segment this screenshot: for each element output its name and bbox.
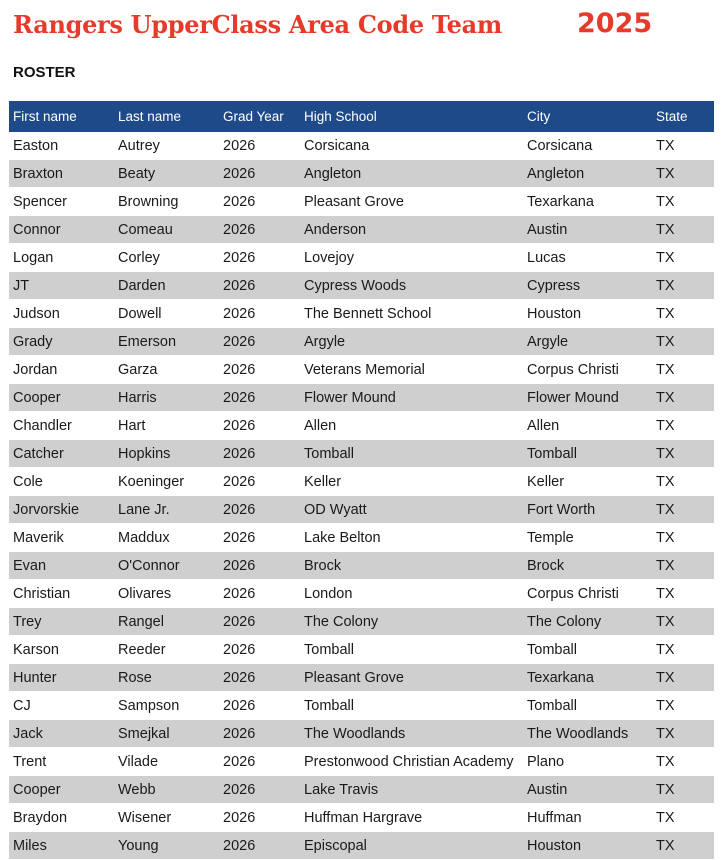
grad-year-cell: 2026 [219,496,300,524]
state-cell: TX [652,692,714,720]
column-header-city: City [523,101,652,132]
table-row [9,132,714,160]
table-row [9,384,714,412]
state-cell: TX [652,328,714,356]
page-year: 2025 [577,8,653,39]
first-name-cell: Trent [9,748,114,776]
first-name-cell: Chandler [9,412,114,440]
first-name-cell: Cooper [9,384,114,412]
table-row [9,748,714,776]
grad-year-cell: 2026 [219,524,300,552]
grad-year-cell: 2026 [219,440,300,468]
state-cell: TX [652,580,714,608]
first-name-cell: Catcher [9,440,114,468]
last-name-cell: Koeninger [114,468,219,496]
grad-year-cell: 2026 [219,356,300,384]
high-school-cell: Tomball [300,440,523,468]
table-row [9,720,714,748]
first-name-cell: Braydon [9,804,114,832]
city-cell: Tomball [523,692,652,720]
first-name-cell: Evan [9,552,114,580]
last-name-cell: O'Connor [114,552,219,580]
state-cell: TX [652,188,714,216]
title-bar [13,10,713,46]
table-row [9,328,714,356]
first-name-cell: Cole [9,468,114,496]
first-name-cell: Miles [9,832,114,860]
table-row [9,160,714,188]
last-name-cell: Sampson [114,692,219,720]
last-name-cell: Hopkins [114,440,219,468]
city-cell: Houston [523,832,652,860]
grad-year-cell: 2026 [219,384,300,412]
high-school-cell: Angleton [300,160,523,188]
high-school-cell: Corsicana [300,132,523,160]
first-name-cell: Spencer [9,188,114,216]
last-name-cell: Smejkal [114,720,219,748]
state-cell: TX [652,244,714,272]
last-name-cell: Young [114,832,219,860]
grad-year-cell: 2026 [219,664,300,692]
high-school-cell: The Woodlands [300,720,523,748]
table-row [9,216,714,244]
grad-year-cell: 2026 [219,160,300,188]
city-cell: Tomball [523,440,652,468]
high-school-cell: OD Wyatt [300,496,523,524]
last-name-cell: Olivares [114,580,219,608]
first-name-cell: Easton [9,132,114,160]
high-school-cell: Keller [300,468,523,496]
state-cell: TX [652,524,714,552]
first-name-cell: Jack [9,720,114,748]
high-school-cell: The Bennett School [300,300,523,328]
grad-year-cell: 2026 [219,188,300,216]
grad-year-cell: 2026 [219,636,300,664]
high-school-cell: Tomball [300,692,523,720]
state-cell: TX [652,720,714,748]
column-header-high-school: High School [300,101,523,132]
state-cell: TX [652,216,714,244]
state-cell: TX [652,776,714,804]
last-name-cell: Garza [114,356,219,384]
state-cell: TX [652,356,714,384]
high-school-cell: Lake Belton [300,524,523,552]
table-row [9,468,714,496]
column-header-grad-year: Grad Year [219,101,300,132]
table-row [9,188,714,216]
table-row [9,664,714,692]
city-cell: Argyle [523,328,652,356]
state-cell: TX [652,468,714,496]
city-cell: Lucas [523,244,652,272]
city-cell: Texarkana [523,664,652,692]
last-name-cell: Rangel [114,608,219,636]
last-name-cell: Autrey [114,132,219,160]
last-name-cell: Vilade [114,748,219,776]
state-cell: TX [652,132,714,160]
high-school-cell: Pleasant Grove [300,664,523,692]
state-cell: TX [652,608,714,636]
table-row [9,832,714,860]
city-cell: Keller [523,468,652,496]
roster-body [9,132,714,860]
first-name-cell: Jordan [9,356,114,384]
column-header-first-name: First name [9,101,114,132]
grad-year-cell: 2026 [219,748,300,776]
high-school-cell: Tomball [300,636,523,664]
high-school-cell: London [300,580,523,608]
first-name-cell: Christian [9,580,114,608]
last-name-cell: Browning [114,188,219,216]
table-row [9,804,714,832]
high-school-cell: Brock [300,552,523,580]
city-cell: Temple [523,524,652,552]
state-cell: TX [652,384,714,412]
grad-year-cell: 2026 [219,244,300,272]
state-cell: TX [652,664,714,692]
city-cell: Tomball [523,636,652,664]
last-name-cell: Lane Jr. [114,496,219,524]
grad-year-cell: 2026 [219,552,300,580]
grad-year-cell: 2026 [219,132,300,160]
state-cell: TX [652,440,714,468]
table-row [9,580,714,608]
grad-year-cell: 2026 [219,328,300,356]
city-cell: Texarkana [523,188,652,216]
state-cell: TX [652,636,714,664]
state-cell: TX [652,804,714,832]
table-row [9,440,714,468]
last-name-cell: Reeder [114,636,219,664]
table-row [9,272,714,300]
last-name-cell: Harris [114,384,219,412]
state-cell: TX [652,412,714,440]
table-row [9,412,714,440]
table-row [9,608,714,636]
grad-year-cell: 2026 [219,832,300,860]
last-name-cell: Comeau [114,216,219,244]
table-header-row [9,101,714,132]
city-cell: Corpus Christi [523,580,652,608]
table-row [9,552,714,580]
state-cell: TX [652,272,714,300]
city-cell: Allen [523,412,652,440]
city-cell: Huffman [523,804,652,832]
last-name-cell: Rose [114,664,219,692]
high-school-cell: Allen [300,412,523,440]
grad-year-cell: 2026 [219,300,300,328]
first-name-cell: Trey [9,608,114,636]
state-cell: TX [652,300,714,328]
roster-table [9,101,714,860]
state-cell: TX [652,748,714,776]
grad-year-cell: 2026 [219,776,300,804]
table-row [9,496,714,524]
last-name-cell: Corley [114,244,219,272]
high-school-cell: Prestonwood Christian Academy [300,748,523,776]
table-row [9,636,714,664]
column-header-last-name: Last name [114,101,219,132]
table-row [9,356,714,384]
state-cell: TX [652,496,714,524]
city-cell: Austin [523,776,652,804]
page-title: Rangers UpperClass Area Code Team [13,10,502,39]
high-school-cell: Flower Mound [300,384,523,412]
first-name-cell: Judson [9,300,114,328]
high-school-cell: Huffman Hargrave [300,804,523,832]
section-label: ROSTER [13,64,76,81]
first-name-cell: JT [9,272,114,300]
last-name-cell: Wisener [114,804,219,832]
grad-year-cell: 2026 [219,216,300,244]
grad-year-cell: 2026 [219,692,300,720]
grad-year-cell: 2026 [219,468,300,496]
grad-year-cell: 2026 [219,412,300,440]
last-name-cell: Hart [114,412,219,440]
city-cell: Corsicana [523,132,652,160]
table-row [9,776,714,804]
grad-year-cell: 2026 [219,720,300,748]
city-cell: Brock [523,552,652,580]
last-name-cell: Darden [114,272,219,300]
high-school-cell: Episcopal [300,832,523,860]
table-row [9,692,714,720]
first-name-cell: Grady [9,328,114,356]
grad-year-cell: 2026 [219,804,300,832]
grad-year-cell: 2026 [219,608,300,636]
first-name-cell: Cooper [9,776,114,804]
first-name-cell: Maverik [9,524,114,552]
table-row [9,524,714,552]
city-cell: The Woodlands [523,720,652,748]
last-name-cell: Beaty [114,160,219,188]
last-name-cell: Dowell [114,300,219,328]
high-school-cell: Veterans Memorial [300,356,523,384]
city-cell: Angleton [523,160,652,188]
grad-year-cell: 2026 [219,272,300,300]
first-name-cell: Hunter [9,664,114,692]
last-name-cell: Webb [114,776,219,804]
high-school-cell: Cypress Woods [300,272,523,300]
first-name-cell: CJ [9,692,114,720]
grad-year-cell: 2026 [219,580,300,608]
city-cell: Cypress [523,272,652,300]
city-cell: Plano [523,748,652,776]
high-school-cell: Argyle [300,328,523,356]
state-cell: TX [652,552,714,580]
city-cell: Austin [523,216,652,244]
first-name-cell: Connor [9,216,114,244]
city-cell: Flower Mound [523,384,652,412]
column-header-state: State [652,101,714,132]
last-name-cell: Emerson [114,328,219,356]
first-name-cell: Braxton [9,160,114,188]
table-row [9,300,714,328]
last-name-cell: Maddux [114,524,219,552]
first-name-cell: Logan [9,244,114,272]
state-cell: TX [652,160,714,188]
first-name-cell: Karson [9,636,114,664]
table-row [9,244,714,272]
city-cell: Fort Worth [523,496,652,524]
high-school-cell: Lovejoy [300,244,523,272]
high-school-cell: Pleasant Grove [300,188,523,216]
first-name-cell: Jorvorskie [9,496,114,524]
high-school-cell: Anderson [300,216,523,244]
city-cell: Houston [523,300,652,328]
state-cell: TX [652,832,714,860]
city-cell: Corpus Christi [523,356,652,384]
city-cell: The Colony [523,608,652,636]
high-school-cell: The Colony [300,608,523,636]
high-school-cell: Lake Travis [300,776,523,804]
